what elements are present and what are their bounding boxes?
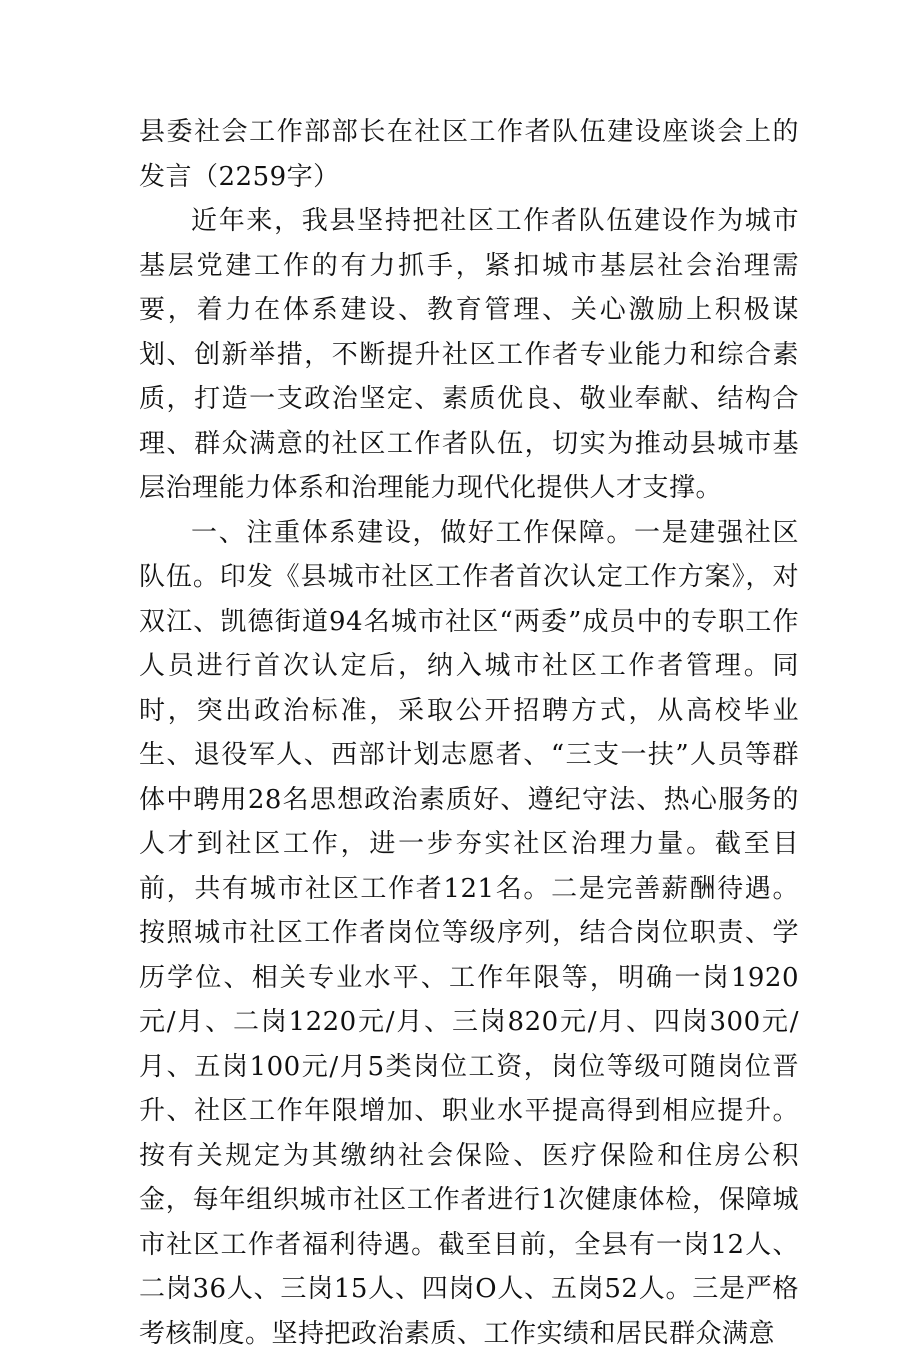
- paragraph-intro: 近年来，我县坚持把社区工作者队伍建设作为城市基层党建工作的有力抓手，紧扣城市基层社会治理需要，着力在体系建设、教育管理、关心激励上积极谋划、创新举措，不断提升社区工作者专业能力和综合素质，打造一支政治坚定、素质优良、敬业奉献、结构合理、群众满意的社区工作者队伍，切实为推动县城市基层治理能力体系和治理能力现代化提供人才支撑。: [139, 199, 799, 511]
- document-body: [139, 110, 799, 1356]
- paragraph-section-one: 一、注重体系建设，做好工作保障。一是建强社区队伍。印发《县城市社区工作者首次认定工作方案》，对双江、凯德街道94名城市社区“两委”成员中的专职工作人员进行首次认定后，纳入城市社区工作者管理。同时，突出政治标准，采取公开招聘方式，从高校毕业生、退役军人、西部计划志愿者、“三支一扶”人员等群体中聘用28名思想政治素质好、遵纪守法、热心服务的人才到社区工作，进一步夯实社区治理力量。截至目前，共有城市社区工作者121名。二是完善薪酬待遇。按照城市社区工作者岗位等级序列，结合岗位职责、学历学位、相关专业水平、工作年限等，明确一岗1920元/月、二岗1220元/月、三岗820元/月、四岗300元/月、五岗100元/月5类岗位工资，岗位等级可随岗位晋升、社区工作年限增加、职业水平提高得到相应提升。按有关规定为其缴纳社会保险、医疗保险和住房公积金，每年组织城市社区工作者进行1次健康体检，保障城市社区工作者福利待遇。截至目前，全县有一岗12人、二岗36人、三岗15人、四岗O人、五岗52人。三是严格考核制度。坚持把政治素质、工作实绩和居民群众满意: [139, 511, 799, 1356]
- document-title: 县委社会工作部部长在社区工作者队伍建设座谈会上的发言（2259字）: [139, 110, 799, 199]
